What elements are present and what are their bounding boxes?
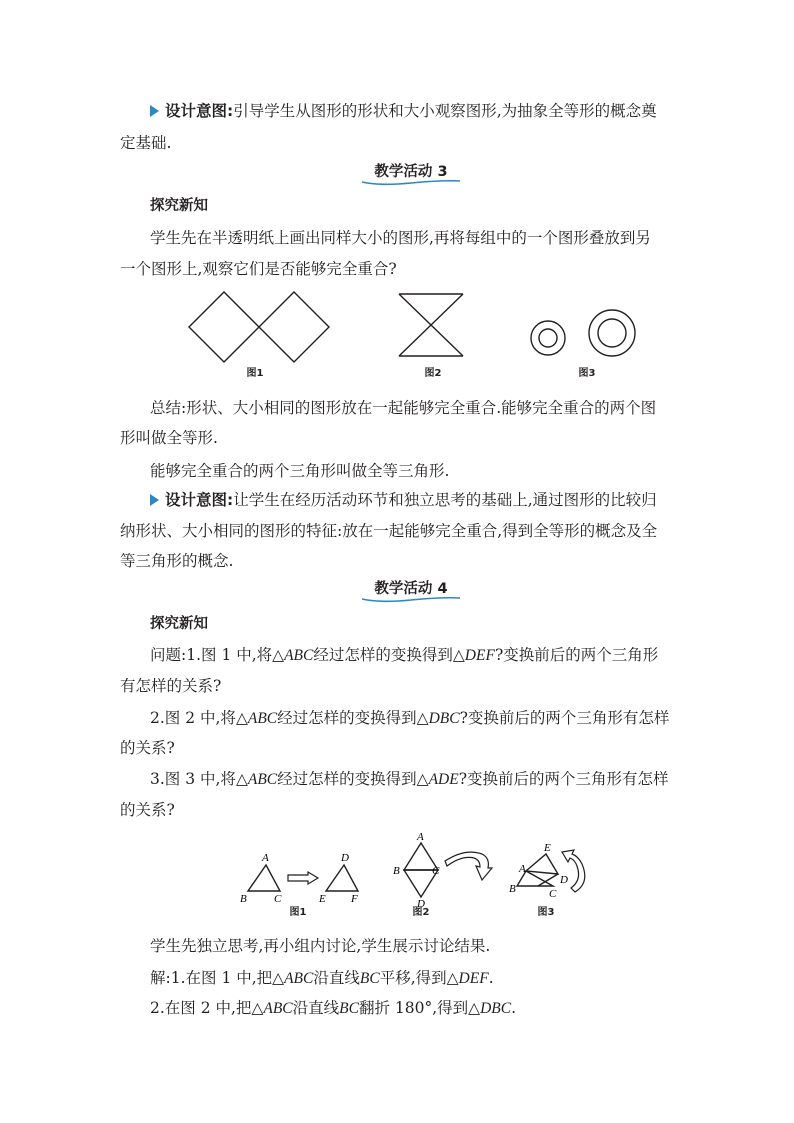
hourglass-figure [399,294,463,356]
q3-triangle-abc: △ABC [235,771,278,788]
ans2-triangle-abc: △ABC [251,1000,293,1017]
q1-triangle-abc: △ABC [272,647,314,664]
two-squares-figure [189,292,329,362]
f1-point-e: E [319,893,326,905]
design-intent-marker-icon [150,105,159,117]
q1-text-b: 经过怎样的变换得到 [313,646,453,664]
figure-4-2-label: 图2 [412,907,430,918]
concentric-circles-figure [531,310,635,356]
activity-4-title [360,579,462,599]
q2-text-a: 2.图 2 中,将 [150,709,236,727]
activity-4-title-text: 教学活动 4 [374,581,448,597]
ans1-text-a: 解:1.在图 1 中,把 [150,969,273,987]
f2-point-a: A [417,831,424,843]
q3-text-b: 经过怎样的变换得到 [277,770,417,788]
answer-1-line [150,968,494,989]
title-swoosh-icon [360,177,462,187]
curved-arrow-icon [445,852,492,880]
question-3-line-1 [150,769,669,790]
title-swoosh-icon [360,594,462,604]
figure-4-3-label: 图3 [537,907,555,918]
ans2-triangle-dbc: △DBC [468,1000,512,1017]
activity-3-text-line-2: 一个图形上,观察它们是否能够完全重合? [120,260,397,278]
q2-triangle-dbc: △DBC [416,710,460,727]
right-arrow-icon [288,872,318,884]
figure-3-label: 图3 [578,368,596,379]
figure-1-label: 图1 [246,368,264,379]
question-1-line-2: 有怎样的关系? [120,677,222,695]
question-1-line-1 [150,645,658,666]
f1-point-a: A [262,852,269,864]
figure-2-label: 图2 [424,368,442,379]
design-intent-line-2: 定基础. [120,134,172,152]
q2-text-b: 经过怎样的变换得到 [277,709,417,727]
design-intent-2-label: 设计意图: [165,491,234,509]
f1-point-d: D [341,852,349,864]
design-intent-2-line-2: 纳形状、大小相同的图形的特征:放在一起能够完全重合,得到全等形的概念及全 [120,522,658,540]
f3-point-b: B [509,883,516,895]
ans2-line-bc: BC [339,1000,359,1017]
ans2-end: . [511,999,517,1017]
ans1-triangle-abc: △ABC [272,970,314,987]
summary-line-1: 总结:形状、大小相同的图形放在一起能够完全重合.能够完全重合的两个图 [150,399,657,417]
shapes-figure-row [180,285,650,370]
answer-2-line [150,998,516,1019]
activity-3-title-text: 教学活动 3 [374,164,448,180]
design-intent-text: 引导学生从图形的形状和大小观察图形,为抽象全等形的概念奠 [233,102,657,120]
summary-line-2: 形叫做全等形. [120,429,218,447]
figure-4-1-label: 图1 [289,907,307,918]
q2-triangle-abc: △ABC [235,710,278,727]
discussion-line: 学生先独立思考,再小组内讨论,学生展示讨论结果. [150,937,491,955]
f3-point-a: A [519,863,526,875]
f1-point-f: F [351,893,358,905]
ans2-text-a: 2.在图 2 中,把 [150,999,252,1017]
ans1-line-bc: BC [359,970,380,987]
f3-point-c: C [549,888,557,900]
f1-point-b: B [240,893,247,905]
q1-text-c: ?变换前后的两个三角形 [494,646,659,664]
design-intent-2-line-3: 等三角形的概念. [120,552,234,570]
q1-triangle-def: △DEF [452,647,495,664]
transform-figure-row [230,828,600,918]
summary-line-3: 能够完全重合的两个三角形叫做全等三角形. [150,462,450,480]
activity-3-subtitle: 探究新知 [150,198,208,214]
activity-4-subtitle: 探究新知 [150,616,208,632]
activity-3-text-line-1: 学生先在半透明纸上画出同样大小的图形,再将每组中的一个图形叠放到另 [150,229,651,247]
design-intent-label: 设计意图: [165,102,234,120]
q1-text-a: 问题:1.图 1 中,将 [150,646,273,664]
f3-point-d: D [560,874,568,886]
ans2-text-c: 翻折 180°,得到 [358,999,469,1017]
ans1-text-b: 沿直线 [313,969,360,987]
ans1-end: . [488,969,494,987]
question-2-line-2: 的关系? [120,739,175,757]
design-intent-2-line-1 [165,490,657,510]
q2-text-c: ?变换前后的两个三角形有怎样 [459,709,670,727]
f3-point-e: E [544,842,551,854]
question-2-line-1 [150,708,669,729]
design-intent-2-text: 让学生在经历活动环节和独立思考的基础上,通过图形的比较归 [233,491,657,509]
q3-text-a: 3.图 3 中,将 [150,770,236,788]
f2-point-c: C [432,865,440,877]
ans2-text-b: 沿直线 [292,999,340,1017]
ans1-triangle-def: △DEF [446,970,489,987]
ans1-text-c: 平移,得到 [379,969,447,987]
design-intent-marker-icon [150,494,159,506]
f2-point-d: D [417,898,425,910]
f1-point-c: C [274,893,282,905]
q3-triangle-ade: △ADE [416,771,459,788]
question-3-line-2: 的关系? [120,801,175,819]
activity-3-title [360,162,462,182]
q3-text-c: ?变换前后的两个三角形有怎样 [458,770,669,788]
design-intent-line-1 [165,101,657,121]
f2-point-b: B [393,865,400,877]
